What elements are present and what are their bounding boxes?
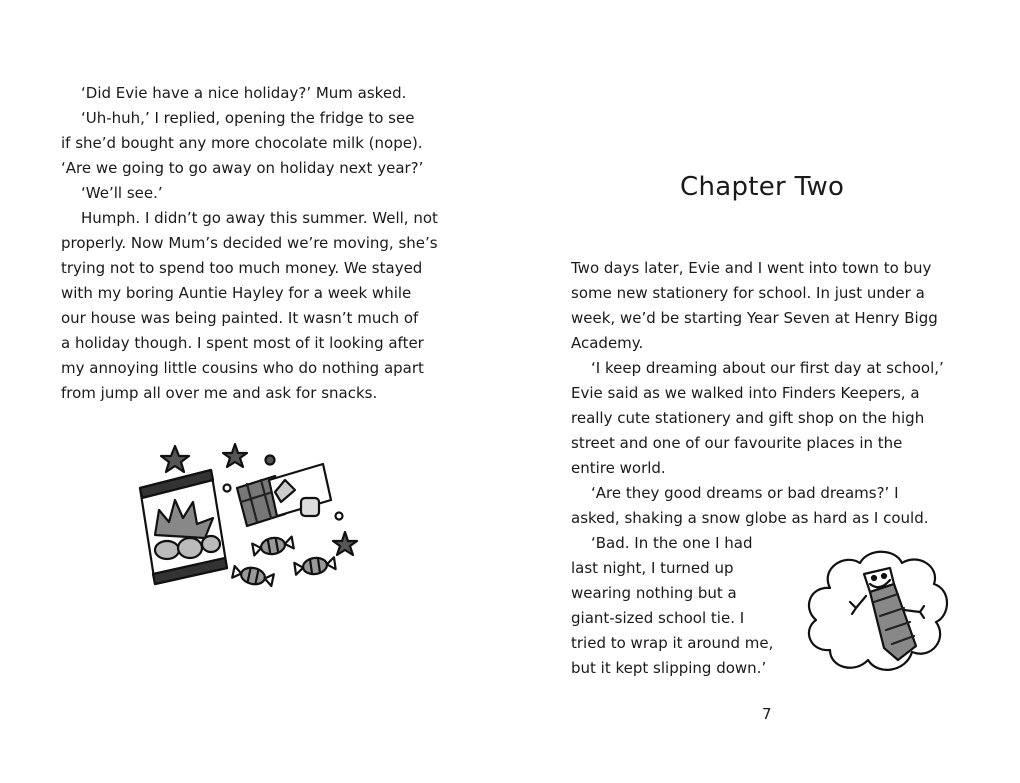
text-line: properly. Now Mum’s decided we’re moving, she’s	[61, 234, 438, 252]
text-line: Evie said as we walked into Finders Keepers, a	[571, 384, 920, 402]
text-line: Academy.	[571, 334, 644, 352]
snacks-doodle-icon	[135, 440, 375, 590]
text-line: ‘Are we going to go away on holiday next year?’	[61, 159, 424, 177]
text-line: giant-sized school tie. I	[571, 609, 745, 627]
text-line: Humph. I didn’t go away this summer. Well, not	[81, 209, 438, 227]
text-line: ‘I keep dreaming about our first day at school,’	[591, 359, 944, 377]
text-line: tried to wrap it around me,	[571, 634, 774, 652]
text-line: some new stationery for school. In just under a	[571, 284, 925, 302]
text-line: wearing nothing but a	[571, 584, 737, 602]
text-line: ‘We’ll see.’	[81, 184, 163, 202]
text-line: street and one of our favourite places in the	[571, 434, 903, 452]
text-line: ‘Are they good dreams or bad dreams?’ I	[591, 484, 899, 502]
text-line: from jump all over me and ask for snacks.	[61, 384, 378, 402]
chapter-title: Chapter Two	[680, 172, 845, 202]
text-line: if she’d bought any more chocolate milk (nope).	[61, 134, 423, 152]
text-line: ‘Uh-huh,’ I replied, opening the fridge to see	[81, 109, 415, 127]
text-line: asked, shaking a snow globe as hard as I could.	[571, 509, 929, 527]
text-line: entire world.	[571, 459, 666, 477]
text-line: ‘Bad. In the one I had	[591, 534, 753, 552]
text-line: ‘Did Evie have a nice holiday?’ Mum asked.	[81, 84, 407, 102]
text-line: with my boring Auntie Hayley for a week while	[61, 284, 412, 302]
text-line: our house was being painted. It wasn’t much of	[61, 309, 419, 327]
text-line: week, we’d be starting Year Seven at Henry Bigg	[571, 309, 938, 327]
text-line: last night, I turned up	[571, 559, 734, 577]
school-tie-thought-bubble-icon	[800, 548, 960, 683]
left-page-text	[61, 81, 438, 406]
page-number: 7	[762, 705, 772, 723]
text-line: trying not to spend too much money. We stayed	[61, 259, 423, 277]
right-page	[510, 0, 1020, 783]
text-line: a holiday though. I spent most of it looking after	[61, 334, 424, 352]
text-line: really cute stationery and gift shop on the high	[571, 409, 925, 427]
text-line: my annoying little cousins who do nothing apart	[61, 359, 424, 377]
text-line: but it kept slipping down.’	[571, 659, 767, 677]
text-line: Two days later, Evie and I went into town to buy	[571, 259, 932, 277]
